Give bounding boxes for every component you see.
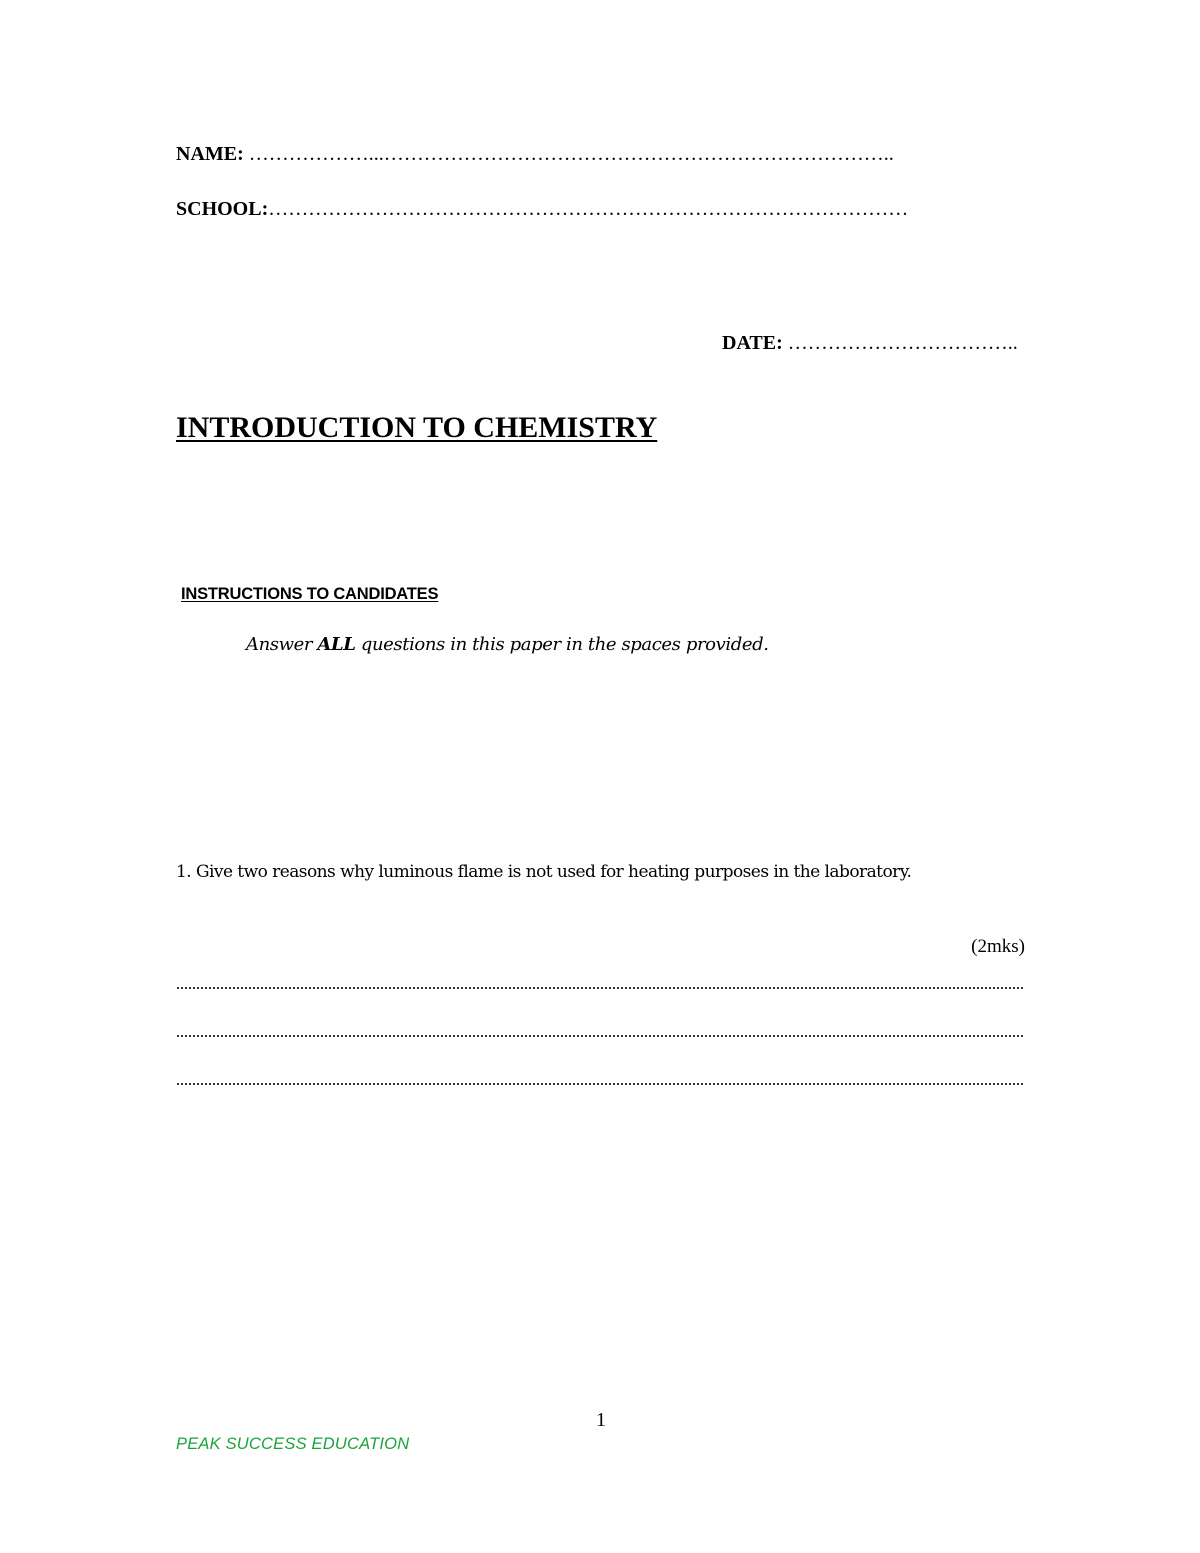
answer-line xyxy=(176,1082,1024,1086)
instructions-heading: INSTRUCTIONS TO CANDIDATES xyxy=(181,585,439,603)
name-label: NAME: xyxy=(176,143,244,165)
footer-brand: PEAK SUCCESS EDUCATION xyxy=(176,1435,410,1453)
school-label: SCHOOL: xyxy=(176,198,269,220)
name-field xyxy=(176,143,894,166)
date-dotted-line: …………………………….. xyxy=(782,332,1018,354)
question-1-text: 1. Give two reasons why luminous flame is not used for heating purposes in the laboratory. xyxy=(176,862,912,882)
answer-line xyxy=(176,986,1024,990)
page-title: INTRODUCTION TO CHEMISTRY xyxy=(176,411,658,444)
date-field xyxy=(722,332,1018,355)
school-field xyxy=(176,198,908,221)
instruction-text xyxy=(246,634,769,655)
instruction-text-before: Answer xyxy=(246,634,318,655)
answer-line xyxy=(176,1034,1024,1038)
instruction-text-emphasis: ALL xyxy=(317,634,356,655)
instruction-text-after: questions in this paper in the spaces provided. xyxy=(355,634,769,655)
date-label: DATE: xyxy=(722,332,783,354)
page-number: 1 xyxy=(596,1409,606,1431)
school-dotted-line: …………………………………………………………………………………… xyxy=(268,198,909,220)
name-dotted-line: ………………...………………………………………………………………….. xyxy=(243,143,894,165)
question-1-marks: (2mks) xyxy=(971,936,1025,957)
